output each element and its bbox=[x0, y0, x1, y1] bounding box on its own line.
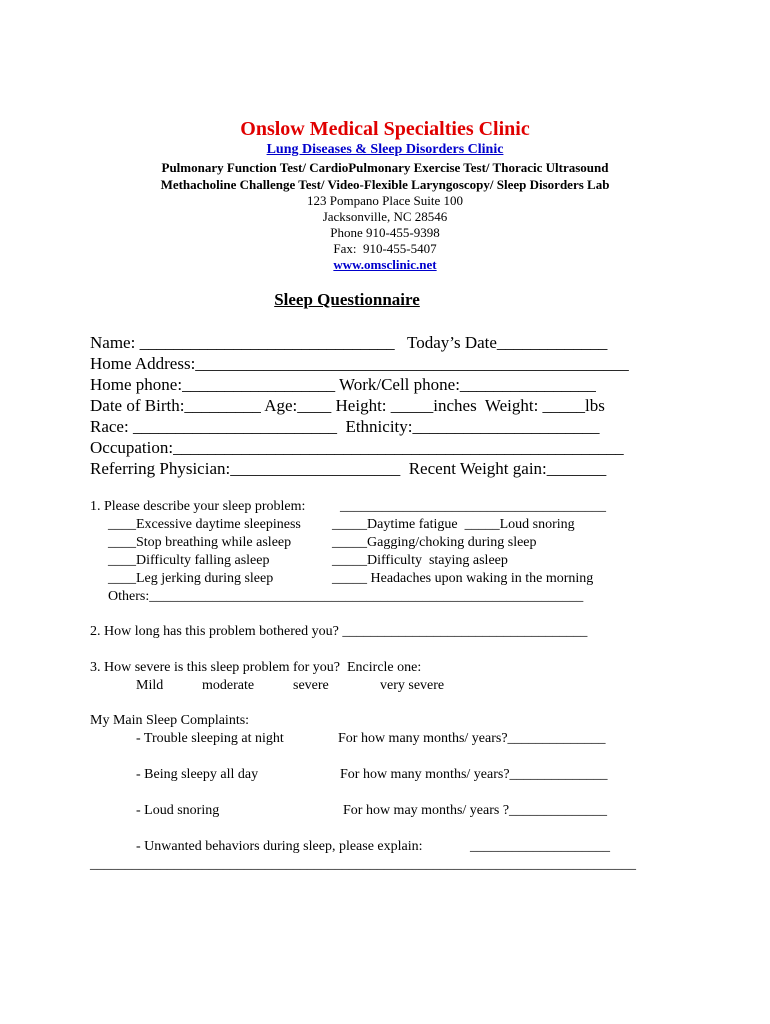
unwanted-behaviors-label: - Unwanted behaviors during sleep, please explain: bbox=[136, 839, 423, 854]
severity-option-moderate[interactable]: moderate bbox=[202, 678, 255, 693]
unwanted-behaviors-blank[interactable]: ____________________ bbox=[470, 839, 610, 854]
complaint-duration-field[interactable]: For how many months/ years?______________ bbox=[338, 731, 606, 746]
services-line-2: Methacholine Challenge Test/ Video-Flexible Laryngoscopy/ Sleep Disorders Lab bbox=[160, 177, 610, 192]
q1-prompt-blank[interactable]: ______________________________________ bbox=[340, 499, 606, 514]
q3-prompt: 3. How severe is this sleep problem for you? Encircle one: bbox=[90, 660, 422, 675]
q1-option[interactable]: _____Gagging/choking during sleep bbox=[332, 535, 537, 550]
severity-option-very-severe[interactable]: very severe bbox=[380, 678, 445, 693]
severity-option-mild[interactable]: Mild bbox=[136, 678, 164, 693]
phone-number: Phone 910-455-9398 bbox=[330, 225, 440, 240]
complaint-label: - Trouble sleeping at night bbox=[136, 731, 284, 746]
q1-option[interactable]: _____Difficulty staying asleep bbox=[332, 553, 508, 568]
q1-option[interactable]: ____Leg jerking during sleep bbox=[108, 571, 274, 586]
physician-weight-line[interactable]: Referring Physician:____________________ Recent Weight gain:_______ bbox=[90, 459, 607, 478]
fax-number: Fax: 910-455-5407 bbox=[333, 241, 437, 256]
q1-option[interactable]: ____Difficulty falling asleep bbox=[108, 553, 270, 568]
services-line-1: Pulmonary Function Test/ CardioPulmonary Exercise Test/ Thoracic Ultrasound bbox=[161, 160, 609, 175]
address-line-1: 123 Pompano Place Suite 100 bbox=[307, 193, 463, 208]
form-title: Sleep Questionnaire bbox=[274, 290, 420, 309]
home-address-line[interactable]: Home Address:___________________________________________________ bbox=[90, 354, 629, 373]
complaint-duration-field[interactable]: For how many months/ years?______________ bbox=[340, 767, 608, 782]
address-line-2: Jacksonville, NC 28546 bbox=[322, 209, 448, 224]
dob-age-height-weight-line[interactable]: Date of Birth:_________ Age:____ Height: _____inches Weight: _____lbs bbox=[90, 396, 605, 415]
unwanted-behaviors-line[interactable]: ______________________________________________________________________________ bbox=[90, 857, 636, 872]
q1-others-line[interactable]: Others:______________________________________________________________ bbox=[108, 589, 584, 604]
race-ethnicity-line[interactable]: Race: ________________________ Ethnicity:______________________ bbox=[90, 417, 600, 436]
q1-option[interactable]: _____ Headaches upon waking in the morning bbox=[332, 571, 594, 586]
name-date-line[interactable]: Name: ______________________________ Today’s Date_____________ bbox=[90, 333, 608, 352]
clinic-name: Onslow Medical Specialties Clinic bbox=[240, 118, 530, 140]
q1-option[interactable]: ____Excessive daytime sleepiness bbox=[108, 517, 301, 532]
q1-prompt: 1. Please describe your sleep problem: bbox=[90, 499, 306, 514]
q1-option[interactable]: _____Daytime fatigue _____Loud snoring bbox=[332, 517, 575, 532]
phone-line[interactable]: Home phone:__________________ Work/Cell phone:________________ bbox=[90, 375, 596, 394]
website-link[interactable]: www.omsclinic.net bbox=[333, 257, 437, 272]
clinic-subtitle-link[interactable]: Lung Diseases & Sleep Disorders Clinic bbox=[266, 142, 504, 157]
complaint-label: - Loud snoring bbox=[136, 803, 220, 818]
severity-option-severe[interactable]: severe bbox=[293, 678, 329, 693]
complaint-label: - Being sleepy all day bbox=[136, 767, 259, 782]
q1-option[interactable]: ____Stop breathing while asleep bbox=[108, 535, 292, 550]
complaints-heading: My Main Sleep Complaints: bbox=[90, 713, 250, 728]
q2-prompt[interactable]: 2. How long has this problem bothered you? ___________________________________ bbox=[90, 624, 588, 639]
occupation-line[interactable]: Occupation:_____________________________________________________ bbox=[90, 438, 624, 457]
complaint-duration-field[interactable]: For how may months/ years ?______________ bbox=[343, 803, 608, 818]
